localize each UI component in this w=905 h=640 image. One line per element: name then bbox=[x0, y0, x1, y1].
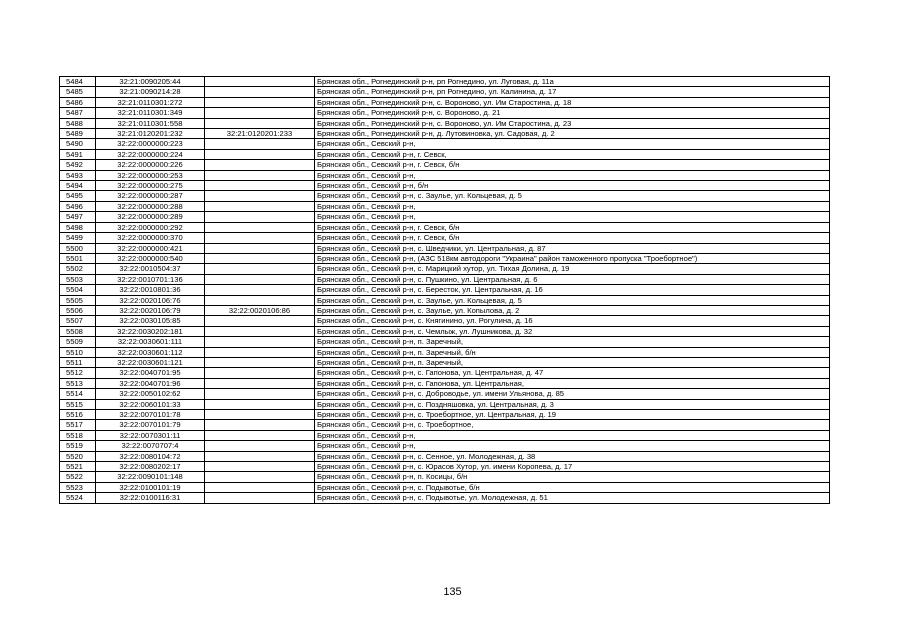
cadastral-number-cell: 32:22:0010504:37 bbox=[96, 264, 205, 274]
table-row bbox=[60, 451, 830, 461]
cadastral-number-cell: 32:22:0000000:540 bbox=[96, 253, 205, 263]
cadastral-number-cell: 32:22:0030202:181 bbox=[96, 326, 205, 336]
row-number-cell: 5510 bbox=[60, 347, 96, 357]
cadastral-number-cell: 32:22:0000000:288 bbox=[96, 201, 205, 211]
cadastral-number-cell: 32:22:0050102:62 bbox=[96, 389, 205, 399]
address-cell: Брянская обл., Севский р-н, с. Сенное, ул. Молодежная, д. 38 bbox=[315, 451, 830, 461]
cadastral-number-cell: 32:22:0040701:95 bbox=[96, 368, 205, 378]
row-number-cell: 5494 bbox=[60, 181, 96, 191]
previous-number-cell bbox=[205, 191, 315, 201]
address-cell: Брянская обл., Севский р-н, с. Поздняшовка, ул. Центральная, д. 3 bbox=[315, 399, 830, 409]
previous-number-cell bbox=[205, 462, 315, 472]
cadastral-number-cell: 32:22:0000000:287 bbox=[96, 191, 205, 201]
row-number-cell: 5485 bbox=[60, 87, 96, 97]
cadastral-number-cell: 32:21:0110301:349 bbox=[96, 108, 205, 118]
table-row bbox=[60, 357, 830, 367]
cadastral-number-cell: 32:22:0000000:292 bbox=[96, 222, 205, 232]
row-number-cell: 5488 bbox=[60, 118, 96, 128]
table-row bbox=[60, 264, 830, 274]
address-cell: Брянская обл., Севский р-н, bbox=[315, 430, 830, 440]
table-row bbox=[60, 493, 830, 503]
address-cell: Брянская обл., Севский р-н, с. Бересток, ул. Центральная, д. 16 bbox=[315, 285, 830, 295]
address-cell: Брянская обл., Севский р-н, п. Заречный, bbox=[315, 337, 830, 347]
address-cell: Брянская обл., Севский р-н, bbox=[315, 139, 830, 149]
previous-number-cell bbox=[205, 378, 315, 388]
address-cell: Брянская обл., Севский р-н, п. Заречный, bbox=[315, 357, 830, 367]
row-number-cell: 5501 bbox=[60, 253, 96, 263]
cadastral-number-cell: 32:22:0030601:112 bbox=[96, 347, 205, 357]
previous-number-cell bbox=[205, 441, 315, 451]
table-row bbox=[60, 389, 830, 399]
cadastral-number-cell: 32:22:0000000:289 bbox=[96, 212, 205, 222]
table-row bbox=[60, 482, 830, 492]
cadastral-number-cell: 32:21:0120201:232 bbox=[96, 129, 205, 139]
row-number-cell: 5491 bbox=[60, 149, 96, 159]
row-number-cell: 5499 bbox=[60, 233, 96, 243]
address-cell: Брянская обл., Севский р-н, п. Косицы, б/н bbox=[315, 472, 830, 482]
previous-number-cell bbox=[205, 212, 315, 222]
address-cell: Брянская обл., Севский р-н, с. Гапонова, ул. Центральная, bbox=[315, 378, 830, 388]
previous-number-cell bbox=[205, 316, 315, 326]
cadastral-number-cell: 32:21:0090214:28 bbox=[96, 87, 205, 97]
previous-number-cell bbox=[205, 253, 315, 263]
table-row bbox=[60, 139, 830, 149]
table-row bbox=[60, 253, 830, 263]
table-row bbox=[60, 285, 830, 295]
cadastral-number-cell: 32:22:0000000:370 bbox=[96, 233, 205, 243]
row-number-cell: 5513 bbox=[60, 378, 96, 388]
previous-number-cell bbox=[205, 295, 315, 305]
previous-number-cell bbox=[205, 399, 315, 409]
row-number-cell: 5490 bbox=[60, 139, 96, 149]
previous-number-cell bbox=[205, 357, 315, 367]
table-row bbox=[60, 97, 830, 107]
address-cell: Брянская обл., Рогнединский р-н, с. Вороново, ул. Им Старостина, д. 18 bbox=[315, 97, 830, 107]
previous-number-cell bbox=[205, 337, 315, 347]
address-cell: Брянская обл., Севский р-н, б/н bbox=[315, 181, 830, 191]
row-number-cell: 5508 bbox=[60, 326, 96, 336]
previous-number-cell bbox=[205, 222, 315, 232]
previous-number-cell bbox=[205, 118, 315, 128]
cadastral-number-cell: 32:22:0000000:223 bbox=[96, 139, 205, 149]
table-row bbox=[60, 347, 830, 357]
address-cell: Брянская обл., Севский р-н, bbox=[315, 201, 830, 211]
previous-number-cell bbox=[205, 97, 315, 107]
table-row bbox=[60, 191, 830, 201]
table-row bbox=[60, 316, 830, 326]
address-cell: Брянская обл., Севский р-н, с. Троебортное, ул. Центральная, д. 19 bbox=[315, 410, 830, 420]
previous-number-cell bbox=[205, 160, 315, 170]
previous-number-cell bbox=[205, 77, 315, 87]
row-number-cell: 5512 bbox=[60, 368, 96, 378]
previous-number-cell bbox=[205, 149, 315, 159]
row-number-cell: 5523 bbox=[60, 482, 96, 492]
table-row bbox=[60, 108, 830, 118]
cadastral-number-cell: 32:22:0060101:33 bbox=[96, 399, 205, 409]
address-cell: Брянская обл., Севский р-н, г. Севск, б/н bbox=[315, 160, 830, 170]
row-number-cell: 5506 bbox=[60, 305, 96, 315]
table-row bbox=[60, 222, 830, 232]
cadastral-number-cell: 32:21:0110301:558 bbox=[96, 118, 205, 128]
row-number-cell: 5484 bbox=[60, 77, 96, 87]
address-cell: Брянская обл., Севский р-н, с. Гапонова, ул. Центральная, д. 47 bbox=[315, 368, 830, 378]
cadastral-number-cell: 32:22:0000000:224 bbox=[96, 149, 205, 159]
row-number-cell: 5515 bbox=[60, 399, 96, 409]
address-cell: Брянская обл., Севский р-н, с. Доброводье, ул. имени Ульянова, д. 85 bbox=[315, 389, 830, 399]
table-row bbox=[60, 337, 830, 347]
previous-number-cell bbox=[205, 420, 315, 430]
address-cell: Брянская обл., Севский р-н, с. Заулье, ул. Копылова, д. 2 bbox=[315, 305, 830, 315]
address-cell: Брянская обл., Рогнединский р-н, д. Лутовиновка, ул. Садовая, д. 2 bbox=[315, 129, 830, 139]
previous-number-cell bbox=[205, 451, 315, 461]
address-cell: Брянская обл., Севский р-н, bbox=[315, 212, 830, 222]
row-number-cell: 5517 bbox=[60, 420, 96, 430]
address-cell: Брянская обл., Севский р-н, г. Севск, б/н bbox=[315, 233, 830, 243]
previous-number-cell bbox=[205, 170, 315, 180]
row-number-cell: 5496 bbox=[60, 201, 96, 211]
cadastral-number-cell: 32:22:0020106:79 bbox=[96, 305, 205, 315]
cadastral-number-cell: 32:21:0090205:44 bbox=[96, 77, 205, 87]
row-number-cell: 5520 bbox=[60, 451, 96, 461]
row-number-cell: 5504 bbox=[60, 285, 96, 295]
row-number-cell: 5495 bbox=[60, 191, 96, 201]
address-cell: Брянская обл., Севский р-н, с. Чемлыж, ул. Лушникова, д. 32 bbox=[315, 326, 830, 336]
previous-number-cell bbox=[205, 472, 315, 482]
cadastral-number-cell: 32:22:0000000:226 bbox=[96, 160, 205, 170]
address-cell: Брянская обл., Севский р-н, с. Княгинино, ул. Рогулина, д. 16 bbox=[315, 316, 830, 326]
table-row bbox=[60, 368, 830, 378]
table-row bbox=[60, 378, 830, 388]
registry-table bbox=[59, 76, 830, 504]
address-cell: Брянская обл., Рогнединский р-н, рп Рогнедино, ул. Калинина, д. 17 bbox=[315, 87, 830, 97]
address-cell: Брянская обл., Севский р-н, с. Заулье, ул. Кольцевая, д. 5 bbox=[315, 191, 830, 201]
cadastral-number-cell: 32:22:0080104:72 bbox=[96, 451, 205, 461]
cadastral-number-cell: 32:22:0010801:36 bbox=[96, 285, 205, 295]
previous-number-cell bbox=[205, 139, 315, 149]
previous-number-cell bbox=[205, 285, 315, 295]
address-cell: Брянская обл., Рогнединский р-н, рп Рогнедино, ул. Луговая, д. 11а bbox=[315, 77, 830, 87]
table-row bbox=[60, 410, 830, 420]
row-number-cell: 5509 bbox=[60, 337, 96, 347]
row-number-cell: 5507 bbox=[60, 316, 96, 326]
cadastral-number-cell: 32:22:0070707:4 bbox=[96, 441, 205, 451]
previous-number-cell bbox=[205, 108, 315, 118]
table-row bbox=[60, 295, 830, 305]
table-row bbox=[60, 212, 830, 222]
cadastral-number-cell: 32:22:0000000:275 bbox=[96, 181, 205, 191]
table-row bbox=[60, 87, 830, 97]
previous-number-cell bbox=[205, 347, 315, 357]
address-cell: Брянская обл., Севский р-н, с. Подывотье, б/н bbox=[315, 482, 830, 492]
table-row bbox=[60, 181, 830, 191]
address-cell: Брянская обл., Севский р-н, г. Севск, bbox=[315, 149, 830, 159]
previous-number-cell bbox=[205, 243, 315, 253]
address-cell: Брянская обл., Рогнединский р-н, с. Вороново, д. 21 bbox=[315, 108, 830, 118]
cadastral-number-cell: 32:22:0040701:96 bbox=[96, 378, 205, 388]
row-number-cell: 5514 bbox=[60, 389, 96, 399]
previous-number-cell bbox=[205, 201, 315, 211]
registry-body bbox=[60, 77, 830, 504]
row-number-cell: 5524 bbox=[60, 493, 96, 503]
previous-number-cell: 32:22:0020106:86 bbox=[205, 305, 315, 315]
row-number-cell: 5500 bbox=[60, 243, 96, 253]
address-cell: Брянская обл., Севский р-н, с. Троебортное, bbox=[315, 420, 830, 430]
cadastral-number-cell: 32:22:0070101:78 bbox=[96, 410, 205, 420]
previous-number-cell: 32:21:0120201:233 bbox=[205, 129, 315, 139]
previous-number-cell bbox=[205, 368, 315, 378]
row-number-cell: 5522 bbox=[60, 472, 96, 482]
previous-number-cell bbox=[205, 181, 315, 191]
table-row bbox=[60, 441, 830, 451]
cadastral-number-cell: 32:22:0100116:31 bbox=[96, 493, 205, 503]
cadastral-number-cell: 32:22:0090101:148 bbox=[96, 472, 205, 482]
row-number-cell: 5497 bbox=[60, 212, 96, 222]
previous-number-cell bbox=[205, 264, 315, 274]
table-row bbox=[60, 201, 830, 211]
page-number: 135 bbox=[443, 586, 462, 598]
table-row bbox=[60, 149, 830, 159]
cadastral-number-cell: 32:22:0020106:76 bbox=[96, 295, 205, 305]
address-cell: Брянская обл., Рогнединский р-н, с. Вороново, ул. Им Старостина, д. 23 bbox=[315, 118, 830, 128]
table-row bbox=[60, 420, 830, 430]
previous-number-cell bbox=[205, 493, 315, 503]
previous-number-cell bbox=[205, 233, 315, 243]
row-number-cell: 5486 bbox=[60, 97, 96, 107]
cadastral-number-cell: 32:22:0000000:253 bbox=[96, 170, 205, 180]
row-number-cell: 5487 bbox=[60, 108, 96, 118]
table-row bbox=[60, 118, 830, 128]
address-cell: Брянская обл., Севский р-н, с. Юрасов Хутор, ул. имени Коропева, д. 17 bbox=[315, 462, 830, 472]
cadastral-number-cell: 32:22:0070101:79 bbox=[96, 420, 205, 430]
table-row bbox=[60, 77, 830, 87]
address-cell: Брянская обл., Севский р-н, с. Пушкино, ул. Центральная, д. 6 bbox=[315, 274, 830, 284]
previous-number-cell bbox=[205, 274, 315, 284]
previous-number-cell bbox=[205, 430, 315, 440]
row-number-cell: 5502 bbox=[60, 264, 96, 274]
address-cell: Брянская обл., Севский р-н, г. Севск, б/н bbox=[315, 222, 830, 232]
address-cell: Брянская обл., Севский р-н, bbox=[315, 441, 830, 451]
previous-number-cell bbox=[205, 410, 315, 420]
previous-number-cell bbox=[205, 326, 315, 336]
table-row bbox=[60, 399, 830, 409]
previous-number-cell bbox=[205, 482, 315, 492]
row-number-cell: 5519 bbox=[60, 441, 96, 451]
cadastral-number-cell: 32:21:0110301:272 bbox=[96, 97, 205, 107]
row-number-cell: 5492 bbox=[60, 160, 96, 170]
address-cell: Брянская обл., Севский р-н, п. Заречный, б/н bbox=[315, 347, 830, 357]
table-row bbox=[60, 472, 830, 482]
row-number-cell: 5498 bbox=[60, 222, 96, 232]
table-row bbox=[60, 305, 830, 315]
row-number-cell: 5516 bbox=[60, 410, 96, 420]
table-row bbox=[60, 274, 830, 284]
cadastral-number-cell: 32:22:0010701:136 bbox=[96, 274, 205, 284]
previous-number-cell bbox=[205, 87, 315, 97]
address-cell: Брянская обл., Севский р-н, (АЗС 518км автодороги "Украина" район таможенного пропуска "Троебортное") bbox=[315, 253, 830, 263]
table-row bbox=[60, 233, 830, 243]
cadastral-number-cell: 32:22:0080202:17 bbox=[96, 462, 205, 472]
row-number-cell: 5521 bbox=[60, 462, 96, 472]
row-number-cell: 5505 bbox=[60, 295, 96, 305]
row-number-cell: 5503 bbox=[60, 274, 96, 284]
table-row bbox=[60, 170, 830, 180]
table-row bbox=[60, 430, 830, 440]
table-row bbox=[60, 462, 830, 472]
cadastral-number-cell: 32:22:0030601:121 bbox=[96, 357, 205, 367]
address-cell: Брянская обл., Севский р-н, с. Подывотье, ул. Молодежная, д. 51 bbox=[315, 493, 830, 503]
cadastral-number-cell: 32:22:0030601:111 bbox=[96, 337, 205, 347]
row-number-cell: 5493 bbox=[60, 170, 96, 180]
address-cell: Брянская обл., Севский р-н, с. Марицкий хутор, ул. Тихая Долина, д. 19 bbox=[315, 264, 830, 274]
row-number-cell: 5518 bbox=[60, 430, 96, 440]
cadastral-number-cell: 32:22:0070301:11 bbox=[96, 430, 205, 440]
table-row bbox=[60, 326, 830, 336]
cadastral-number-cell: 32:22:0000000:421 bbox=[96, 243, 205, 253]
row-number-cell: 5511 bbox=[60, 357, 96, 367]
table-row bbox=[60, 160, 830, 170]
table-row bbox=[60, 243, 830, 253]
cadastral-number-cell: 32:22:0100101:19 bbox=[96, 482, 205, 492]
address-cell: Брянская обл., Севский р-н, bbox=[315, 170, 830, 180]
row-number-cell: 5489 bbox=[60, 129, 96, 139]
address-cell: Брянская обл., Севский р-н, с. Шведчики, ул. Центральная, д. 87 bbox=[315, 243, 830, 253]
table-row bbox=[60, 129, 830, 139]
cadastral-number-cell: 32:22:0030105:85 bbox=[96, 316, 205, 326]
previous-number-cell bbox=[205, 389, 315, 399]
address-cell: Брянская обл., Севский р-н, с. Заулье, ул. Кольцевая, д. 5 bbox=[315, 295, 830, 305]
